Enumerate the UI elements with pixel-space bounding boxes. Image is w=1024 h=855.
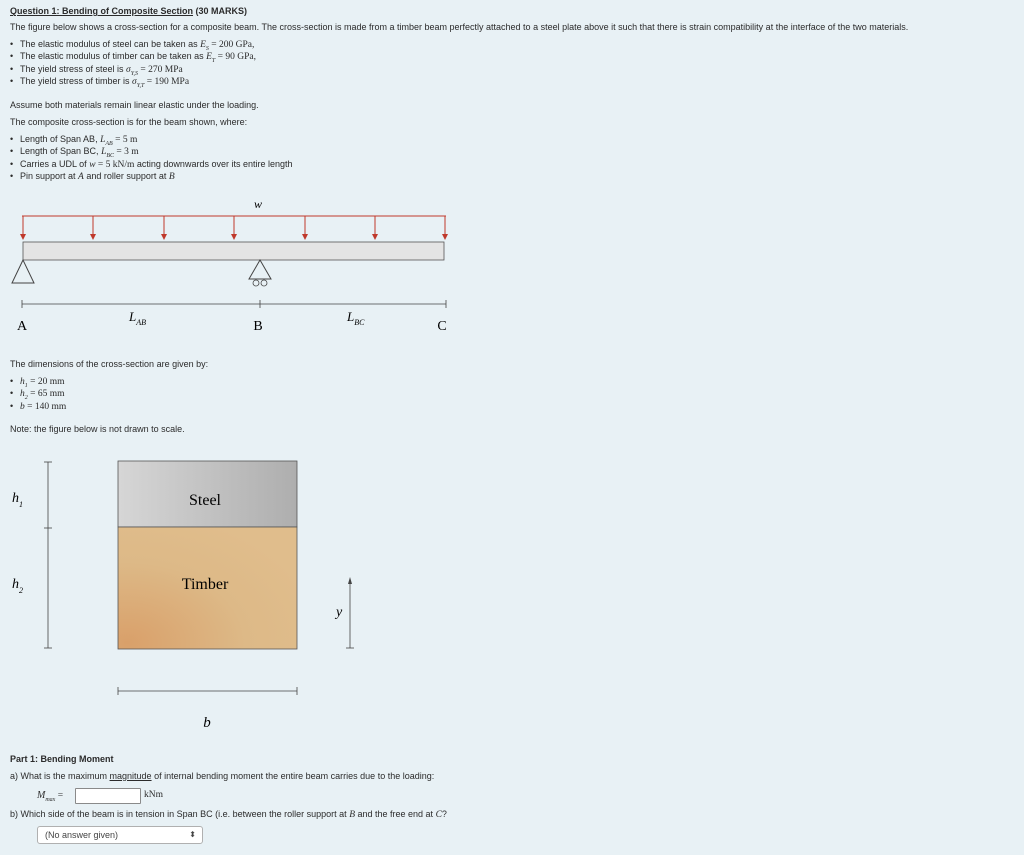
beam-parameters-list <box>10 133 293 182</box>
beam-param-item <box>10 145 293 160</box>
span-dimension-line <box>22 300 446 308</box>
property-symbol: σ <box>132 76 137 87</box>
dimension-subscript: 2 <box>24 395 28 402</box>
dimension-value: = 140 mm <box>24 401 67 412</box>
question-title <box>10 6 247 16</box>
udl-arrows <box>20 216 448 240</box>
dimensions-intro: The dimensions of the cross-section are given by: <box>10 359 209 369</box>
magnitude-link[interactable]: magnitude <box>109 771 152 781</box>
beam-diagram <box>0 190 470 340</box>
beam-param-value: = 5 m <box>112 135 138 145</box>
y-axis-arrow <box>346 577 354 648</box>
beam-param-text: Length of Span AB, <box>20 134 101 144</box>
question-b-point-c: C <box>435 810 442 820</box>
timber-label: Timber <box>181 576 229 593</box>
material-properties-list <box>10 38 256 87</box>
dimension-item <box>10 375 66 387</box>
h1-label: $h_1$ <box>12 491 23 509</box>
cross-section-diagram <box>0 450 380 740</box>
dimension-value: = 20 mm <box>27 377 65 387</box>
select-arrows-icon: ⬍ <box>189 830 196 839</box>
property-item <box>10 63 256 75</box>
roller-support-icon <box>249 260 271 286</box>
dimension-symbol: h <box>20 389 25 400</box>
beam-param-tail: acting downwards over its entire length <box>134 158 293 169</box>
steel-label: Steel <box>189 492 221 509</box>
property-subscript: Y,T <box>136 82 145 89</box>
beam-param-tail: and roller support at <box>83 170 169 181</box>
property-item <box>10 50 256 65</box>
part1-heading: Part 1: Bending Moment <box>10 754 114 764</box>
beam-param-symbol-2: B <box>168 171 175 182</box>
mmax-label <box>37 790 63 803</box>
mmax-symbol: M <box>37 790 46 801</box>
beam-param-symbol: A <box>78 171 84 182</box>
question-title-link: Bending of Composite Section <box>62 6 194 16</box>
scale-note: Note: the figure below is not drawn to scale. <box>10 424 185 434</box>
beam-param-subscript: AB <box>105 140 113 147</box>
question-b-mid: and the free end at <box>355 809 436 819</box>
width-dimension-line <box>118 687 297 695</box>
question-a <box>10 771 434 781</box>
pin-support-icon <box>12 260 34 283</box>
load-label: w <box>253 197 263 211</box>
point-c-label: C <box>437 319 447 334</box>
height-dimension-line <box>44 462 52 648</box>
mmax-unit: kNm <box>144 790 163 800</box>
y-label: y <box>336 605 343 620</box>
property-text: The elastic modulus of steel can be taken as <box>20 39 201 49</box>
beam-param-value: = 3 m <box>114 147 139 158</box>
beam-param-symbol: w <box>89 159 96 170</box>
question-b-prefix: b) Which side of the beam is in tension in Span BC (i.e. between the roller support at <box>10 809 350 819</box>
intro-text: The figure below shows a cross-section for a composite beam. The cross-section is made from a timber beam perfectly attached to a steel plate above it such that there is strain compatibility at the interface of the two materials. <box>10 22 909 32</box>
beam-param-subscript: BC <box>106 153 115 160</box>
question-b-end: ? <box>441 809 447 819</box>
property-text: The yield stress of steel is <box>20 63 127 74</box>
property-value: = 190 MPa <box>144 76 190 87</box>
property-value: = 200 GPa, <box>208 40 255 50</box>
property-item <box>10 38 256 50</box>
mmax-answer-input[interactable] <box>75 788 141 804</box>
point-b-label: B <box>253 319 263 334</box>
dimension-subscript: 1 <box>24 382 28 389</box>
beam-body <box>23 242 444 260</box>
property-subscript: Y,S <box>130 70 139 77</box>
property-item <box>10 75 256 87</box>
udl-load <box>20 216 448 240</box>
assumption-text: Assume both materials remain linear elastic under the loading. <box>10 100 259 110</box>
span-bc-label: $L_{BC}$ <box>347 309 365 327</box>
question-marks: (30 MARKS) <box>193 6 248 16</box>
dimensions-list <box>10 375 66 412</box>
beam-param-value: = 5 kN/m <box>95 159 135 170</box>
mmax-equals: = <box>55 791 64 801</box>
beam-param-text: Pin support at <box>20 170 79 181</box>
question-a-suffix: of internal bending moment the entire beam carries due to the loading: <box>151 771 435 781</box>
property-symbol: E <box>200 40 206 50</box>
beam-param-symbol: L <box>100 135 106 145</box>
property-value: = 90 GPa, <box>215 52 256 63</box>
question-title-prefix: Question 1: <box>10 6 63 16</box>
beam-param-item <box>10 133 293 145</box>
property-subscript: T <box>211 58 216 65</box>
dimension-symbol: b <box>20 401 25 412</box>
dimension-value: = 65 mm <box>27 389 65 400</box>
cross-section-intro: The composite cross-section is for the beam shown, where: <box>10 117 248 127</box>
b-label: b <box>203 715 211 731</box>
property-symbol: σ <box>126 64 131 75</box>
dimension-item <box>10 400 66 412</box>
property-text: The yield stress of timber is <box>20 75 133 86</box>
mmax-subscript: max <box>45 796 56 803</box>
tension-side-select[interactable] <box>37 826 203 844</box>
property-symbol: E <box>206 52 212 63</box>
question-a-prefix: a) What is the maximum <box>10 771 110 781</box>
dimension-symbol: h <box>20 377 25 387</box>
property-value: = 270 MPa <box>138 64 183 75</box>
beam-param-item <box>10 170 293 182</box>
h2-label: $h_2$ <box>12 577 23 595</box>
beam-param-symbol: L <box>101 147 107 158</box>
span-ab-label: $L_{AB}$ <box>129 309 147 327</box>
point-a-label: A <box>16 319 28 334</box>
beam-param-text: Carries a UDL of <box>20 158 90 169</box>
beam-param-text: Length of Span BC, <box>20 146 102 157</box>
select-value: (No answer given) <box>45 830 119 840</box>
dimension-item <box>10 387 66 402</box>
question-b <box>10 809 447 820</box>
question-b-point-b: B <box>349 810 355 820</box>
beam-param-item <box>10 158 293 170</box>
property-subscript: S <box>205 45 209 52</box>
property-text: The elastic modulus of timber can be taken as <box>20 51 207 62</box>
